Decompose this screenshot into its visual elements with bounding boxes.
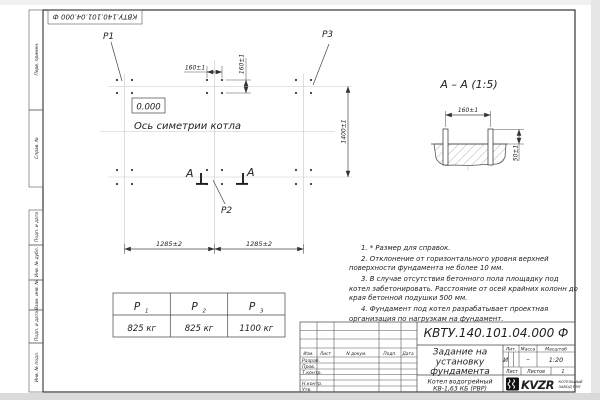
sign-row-label: Разраб. [302,359,321,364]
anchor-bolt-dots [116,79,312,185]
load-label-p2: P2 [221,206,233,216]
paper-edge-right [591,0,600,400]
section-dim-160: 160±1 [457,107,479,114]
strip-label: Инв. № подл. [35,351,40,383]
note-line: 2. Отклонение от горизонтального уровня верхней поверхности фундамента не более 10 мм. [349,254,549,273]
strip-label: Перв. примен. [35,42,40,76]
strip-label: Взам. инв. № [35,280,40,310]
lit-label: Лит. [505,347,517,353]
plan-dimensions [125,58,349,254]
note-line: 3. В случае отсутствия бетонного пола площадку под котел забетонировать. Расстояние от осей крайних колонн до края бетонной подушки 500 мм. [349,274,578,303]
header-col: Подп. [383,352,397,357]
paper-edge-bottom [0,393,600,400]
strip-label: Инв. № дубл. [35,246,40,278]
dim-160-horizontal: 160±1 [184,64,206,72]
load-value-p2: 825 кг [184,324,214,334]
header-col: N докум. [346,352,367,357]
strip-label: Подп. и дата [35,212,40,242]
header-col: Лист [319,352,332,357]
product-name-line: КВ-1,63 КБ (РВР) [433,385,487,393]
anchor-bolt-right [488,129,493,165]
sign-row-label: Утв. [302,388,312,393]
dim-1285-left: 1285±2 [155,240,183,248]
lit-value: И [503,356,509,364]
drawing-title-line: Задание на [432,347,488,358]
load-header-sub: 1 [145,308,149,315]
scale-value: 1:20 [548,356,564,364]
header-col: Изм. [303,352,314,357]
technical-notes [349,244,578,325]
load-header-sub: 3 [260,308,264,315]
plan-centerlines [100,60,352,252]
load-header-sub: 2 [202,308,206,315]
company-desc-line: ЗАВОД РЭП [558,385,581,389]
sign-row-label: Пров. [302,365,316,370]
section-dim-50: 50±1 [512,144,520,162]
section-view [431,78,524,171]
loads-table [113,293,285,337]
strip-label: Справ. № [35,137,40,159]
dim-160-vertical: 160±1 [238,53,246,75]
signature-rows [302,358,323,393]
sign-row-label: Н.контр. [302,382,323,387]
section-letter-right: А [247,166,255,179]
revision-header-row [303,351,414,357]
elevation-value: 0.000 [136,102,161,113]
stamp-doc-number: КВТУ.140.101.04.000 Ф [52,12,138,21]
load-label-p1: P1 [103,32,115,42]
frame-left-strip [34,43,40,383]
product-name-line: Котел водогрейный [427,378,493,386]
section-letter-left: А [186,167,194,180]
dim-1285-right: 1285±2 [245,240,273,248]
header-col: Дата [402,352,414,357]
sheets-value: 1 [561,369,565,375]
load-value-p3: 1100 кг [239,324,274,334]
axis-of-symmetry-label: Ось симетрии котла [134,121,241,132]
section-cut-marks [196,173,248,184]
drawing-title-line: фундамента [430,367,490,377]
scale-label: Масштаб [545,347,567,353]
title-block-doc-number: КВТУ.140.101.04.000 Ф [423,326,569,340]
kvzr-logo-icon [506,378,519,391]
note-line: 1. * Размер для справок. [361,244,451,252]
section-title: А – А (1:5) [440,78,498,91]
mass-value: – [526,355,530,363]
company-desc-line: КОТЕЛЬНЫЙ [558,380,583,384]
sheets-label: Листов [527,370,545,375]
company-name: KVZR [521,378,555,392]
sign-row-label: Т.контр. [302,371,322,376]
title-block [300,322,583,400]
load-header-sym: P [133,301,141,313]
strip-label: Подп. и дата [35,311,40,341]
load-header-sym: P [248,301,256,313]
anchor-bolt-left [443,129,448,165]
load-label-p3: P3 [322,30,334,40]
dim-1400: 1400±1 [340,119,348,144]
sheet-label: Лист [505,370,519,375]
drawing-title-line: установку [435,357,485,368]
load-value-p1: 825 кг [127,324,156,334]
load-header-sym: P [191,301,198,313]
mass-label: Масса [520,347,536,353]
note-line: 4. Фундамент под котел разрабатывает проектная организация по нагрузкам на фундамент. [349,304,549,323]
plan-view [100,30,352,254]
